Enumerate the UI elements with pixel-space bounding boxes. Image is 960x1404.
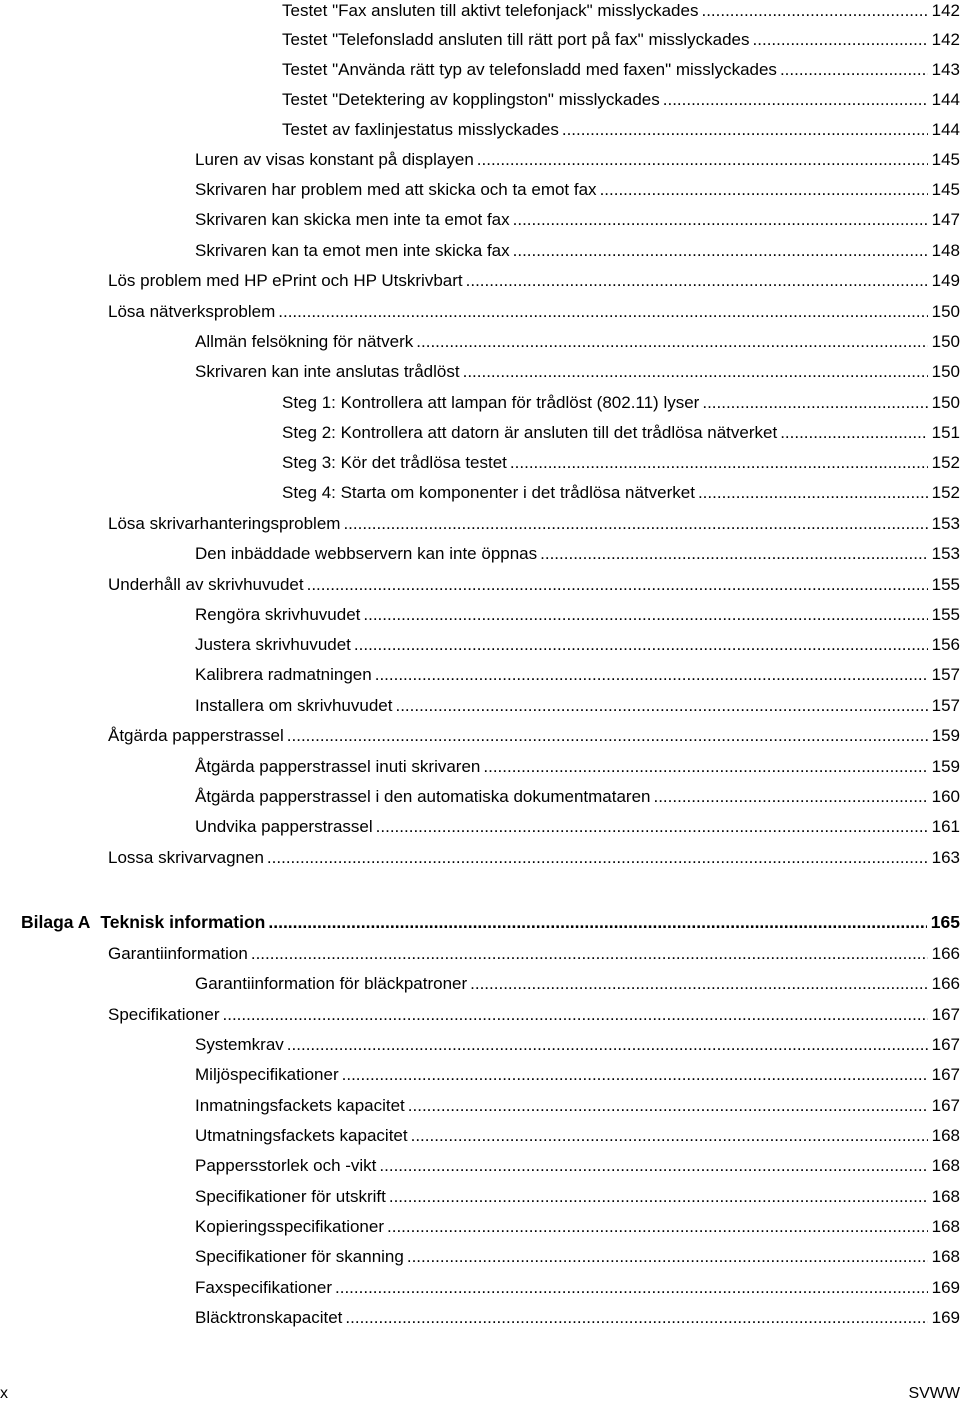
dot-leader [268,911,926,933]
toc-entry[interactable] [195,543,960,565]
toc-entry-title: Inmatningsfackets kapacitet [195,1096,405,1115]
toc-entry[interactable] [195,1155,960,1177]
toc-entry-title: Specifikationer för utskrift [195,1187,386,1206]
toc-entry-page: 155 [931,605,960,624]
toc-entry-title: Testet "Detektering av kopplingston" misslyckades [282,90,660,109]
toc-entry[interactable] [195,209,960,231]
toc-entry-title: Kalibrera radmatningen [195,665,372,684]
dot-leader [780,59,928,81]
toc-entry-page: 168 [931,1156,960,1175]
toc-entry-title: Justera skrivhuvudet [195,635,351,654]
toc-entry-title: Skrivaren kan skicka men inte ta emot fax [195,210,510,229]
toc-entry-title: Testet "Använda rätt typ av telefonsladd med faxen" misslyckades [282,60,777,79]
dot-leader [653,786,927,808]
dot-leader [375,664,928,686]
toc-entry[interactable] [108,943,960,965]
toc-entry-title: Lös problem med HP ePrint och HP Utskrivbart [108,271,463,290]
dot-leader [463,361,928,383]
toc-entry[interactable] [108,847,960,869]
toc-entry-title: Pappersstorlek och -vikt [195,1156,377,1175]
dot-leader [278,301,927,323]
dot-leader [663,89,928,111]
dot-leader [753,29,928,51]
dot-leader [389,1186,928,1208]
toc-entry[interactable] [282,422,960,444]
toc-entry[interactable] [195,1034,960,1056]
toc-entry-page: 145 [931,150,960,169]
dot-leader [562,119,928,141]
toc-entry-page: 168 [931,1126,960,1145]
page-number: x [0,1385,8,1402]
dot-leader [379,1155,927,1177]
toc-entry[interactable] [108,513,960,535]
toc-entry-page: 150 [931,302,960,321]
toc-entry[interactable] [195,786,960,808]
toc-entry-title: Åtgärda papperstrassel inuti skrivaren [195,757,481,776]
toc-entry-page: 142 [931,30,960,49]
toc-entry-title: Lösa nätverksproblem [108,302,276,321]
dot-leader [287,725,928,747]
toc-entry-page: 150 [931,393,960,412]
toc-entry-page: 163 [931,848,960,867]
dot-leader [780,422,927,444]
toc-entry-page: 153 [931,544,960,563]
toc-entry-title: Åtgärda papperstrassel [108,726,284,745]
dot-leader [395,695,927,717]
toc-entry-page: 144 [931,90,960,109]
toc-entry-page: 166 [931,944,960,963]
toc-entry[interactable] [195,695,960,717]
toc-entry-title: Den inbäddade webbservern kan inte öppnas [195,544,538,563]
toc-entry[interactable] [282,89,960,111]
toc-entry-title: Specifikationer för skanning [195,1247,404,1266]
toc-entry-page: 149 [931,271,960,290]
toc-entry-title: Luren av visas konstant på displayen [195,150,474,169]
dot-leader [698,482,928,504]
toc-entry-page: 169 [931,1278,960,1297]
toc-entry[interactable] [195,816,960,838]
toc-entry[interactable] [108,725,960,747]
toc-entry-page: 155 [931,575,960,594]
toc-entry[interactable] [195,973,960,995]
toc-entry[interactable] [195,756,960,778]
dot-leader [600,179,928,201]
toc-entry-title: Undvika papperstrassel [195,817,373,836]
toc-entry[interactable] [282,0,960,22]
toc-entry-page: 147 [931,210,960,229]
dot-leader [363,604,927,626]
toc-entry-page: 156 [931,635,960,654]
toc-entry[interactable] [195,1095,960,1117]
toc-entry-page: 159 [931,757,960,776]
dot-leader [540,543,927,565]
toc-entry-title: Utmatningsfackets kapacitet [195,1126,408,1145]
toc-entry[interactable] [108,301,960,323]
toc-entry-title: Steg 2: Kontrollera att datorn är ansluten till det trådlösa nätverket [282,423,778,442]
toc-entry-page: 150 [931,332,960,351]
toc-entry-title: Rengöra skrivhuvudet [195,605,361,624]
toc-entry-title: Steg 3: Kör det trådlösa testet [282,453,507,472]
dot-leader [376,816,928,838]
toc-entry-page: 151 [931,423,960,442]
toc-entry-page: 168 [931,1247,960,1266]
toc-entry-page: 142 [931,1,960,20]
toc-entry[interactable] [195,361,960,383]
dot-leader [223,1004,928,1026]
toc-entry-page: 148 [931,241,960,260]
toc-entry[interactable] [282,119,960,141]
toc-entry[interactable] [195,331,960,353]
toc-entry-title: Steg 4: Starta om komponenter i det trådlösa nätverket [282,483,695,502]
toc-entry[interactable] [195,149,960,171]
toc-entry-page: 153 [931,514,960,533]
toc-entry-title: Miljöspecifikationer [195,1065,339,1084]
toc-entry[interactable] [195,1186,960,1208]
toc-entry[interactable] [282,59,960,81]
toc-entry-title: Lossa skrivarvagnen [108,848,264,867]
toc-entry-title: Testet av faxlinjestatus misslyckades [282,120,559,139]
toc-entry-page: 157 [931,696,960,715]
toc-entry[interactable] [195,634,960,656]
toc-entry-title: Skrivaren har problem med att skicka och ta emot fax [195,180,597,199]
toc-entry-page: 160 [931,787,960,806]
toc-entry-title: Skrivaren kan ta emot men inte skicka fax [195,241,510,260]
toc-entry-title: Systemkrav [195,1035,284,1054]
toc-entry-title: Åtgärda papperstrassel i den automatiska dokumentmataren [195,787,651,806]
toc-entry-page: 161 [931,817,960,836]
dot-leader [387,1216,928,1238]
toc-entry[interactable] [282,29,960,51]
dot-leader [267,847,928,869]
dot-leader [477,149,928,171]
toc-entry-title: Kopieringsspecifikationer [195,1217,384,1236]
toc-entry-page: 143 [931,60,960,79]
toc-entry[interactable] [195,1277,960,1299]
dot-leader [345,1307,927,1329]
dot-leader [407,1246,928,1268]
toc-entry[interactable] [282,482,960,504]
toc-entry-title: Garantiinformation [108,944,248,963]
toc-entry-title: Garantiinformation för bläckpatroner [195,974,468,993]
toc-entry-page: 169 [931,1308,960,1327]
dot-leader [354,634,928,656]
dot-leader [510,452,928,474]
document-code: SVWW [908,1385,960,1402]
toc-entry-page: 168 [931,1217,960,1236]
toc-entry-page: 167 [931,1005,960,1024]
toc-entry-page: 150 [931,362,960,381]
dot-leader [513,209,928,231]
toc-entry-page: 167 [931,1065,960,1084]
toc-entry-title: Lösa skrivarhanteringsproblem [108,514,341,533]
dot-leader [416,331,927,353]
toc-entry[interactable] [195,240,960,262]
dot-leader [307,574,928,596]
dot-leader [483,756,927,778]
chapter-label: Bilaga A [21,912,91,932]
toc-entry[interactable] [195,1064,960,1086]
toc-entry[interactable] [195,1125,960,1147]
toc-entry[interactable] [282,392,960,414]
dot-leader [411,1125,928,1147]
toc-entry[interactable] [195,1307,960,1329]
toc-entry-title: Allmän felsökning för nätverk [195,332,414,351]
toc-entry-title: Skrivaren kan inte anslutas trådlöst [195,362,460,381]
toc-entry[interactable] [195,179,960,201]
dot-leader [701,0,927,22]
toc-entry-title: Underhåll av skrivhuvudet [108,575,304,594]
toc-entry[interactable] [195,1216,960,1238]
toc-entry-title: Faxspecifikationer [195,1278,333,1297]
toc-entry-page: 144 [931,120,960,139]
dot-leader [470,973,927,995]
toc-entry-title: Teknisk information [100,912,266,932]
dot-leader [343,513,927,535]
dot-leader [287,1034,928,1056]
dot-leader [702,392,927,414]
toc-entry-page: 168 [931,1187,960,1206]
dot-leader [513,240,928,262]
toc-entry[interactable] [108,270,960,292]
toc-entry-title: Installera om skrivhuvudet [195,696,393,715]
toc-entry[interactable] [108,1004,960,1026]
toc-entry-title: Testet "Telefonsladd ansluten till rätt port på fax" misslyckades [282,30,750,49]
toc-entry[interactable] [108,574,960,596]
toc-entry-title: Bläcktronskapacitet [195,1308,343,1327]
toc-entry-title: Steg 1: Kontrollera att lampan för trådlöst (802.11) lyser [282,393,700,412]
toc-entry[interactable] [282,452,960,474]
toc-entry-page: 165 [930,912,960,932]
toc-entry-page: 157 [931,665,960,684]
toc-entry-title: Specifikationer [108,1005,220,1024]
dot-leader [335,1277,928,1299]
toc-entry-page: 152 [931,453,960,472]
toc-entry[interactable] [195,664,960,686]
toc-entry-page: 166 [931,974,960,993]
toc-entry-page: 167 [931,1096,960,1115]
toc-entry-title: Testet "Fax ansluten till aktivt telefonjack" misslyckades [282,1,699,20]
dot-leader [408,1095,928,1117]
toc-entry[interactable] [195,1246,960,1268]
toc-entry-page: 152 [931,483,960,502]
toc-entry-page: 167 [931,1035,960,1054]
toc-chapter-entry[interactable] [21,911,960,933]
dot-leader [466,270,928,292]
toc-entry[interactable] [195,604,960,626]
toc-entry-page: 145 [931,180,960,199]
dot-leader [342,1064,928,1086]
toc-entry-page: 159 [931,726,960,745]
dot-leader [251,943,928,965]
